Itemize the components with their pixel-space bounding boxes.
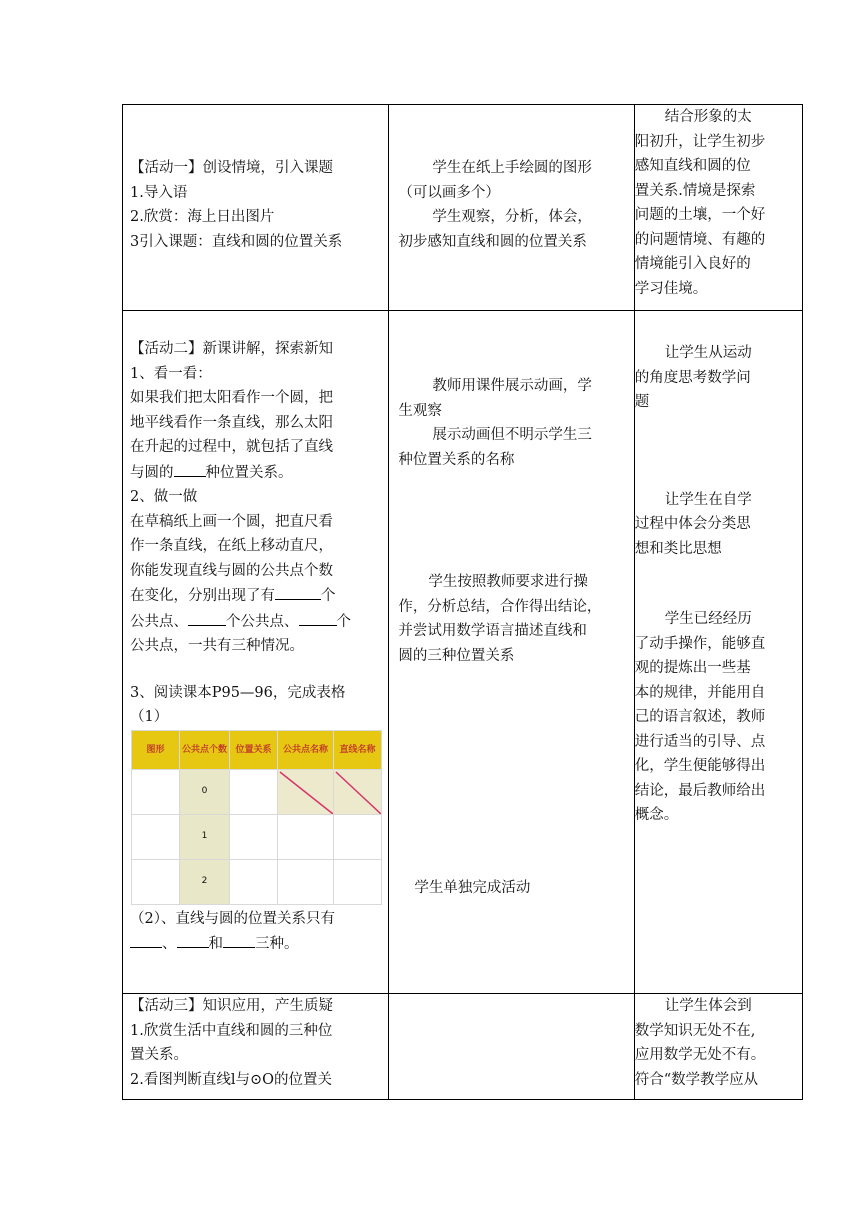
activity-2-row: [123, 311, 803, 994]
body-line: 公共点、 个公共点、 个: [130, 609, 388, 635]
intent-line: 了动手操作，能够直: [634, 635, 766, 652]
lesson-plan-table: [122, 104, 803, 1100]
table-cell: [230, 769, 278, 814]
activity-1-item: 3引入课题：直线和圆的位置关系: [130, 233, 343, 250]
body-line: 如果我们把太阳看作一个圆，把: [130, 390, 333, 406]
activity-1-item: 2.欣赏：海上日出图片: [130, 209, 275, 225]
table-header: 位置关系: [230, 730, 278, 769]
activity-1-item: 1.导入语: [130, 184, 188, 201]
sub-label: （1）: [130, 709, 169, 725]
student-line: 学生按照教师要求进行操: [428, 574, 588, 590]
activity-3-row: [123, 994, 803, 1100]
na-cell: [334, 769, 382, 814]
intent-line: 让学生从运动: [664, 345, 752, 361]
body-line: 作一条直线，在纸上移动直尺，: [130, 538, 333, 554]
activity-3-content: [123, 994, 389, 1100]
body-line: 置关系。: [130, 1047, 188, 1063]
fill-blank: [275, 583, 321, 600]
fill-blank: [177, 931, 209, 948]
student-line: 生观察: [398, 402, 442, 419]
body-line: 与圆的 种位置关系。: [130, 460, 388, 486]
body-line: （2）、直线与圆的位置关系只有: [130, 910, 335, 927]
fill-blank: [188, 609, 226, 626]
activity-3-student: [389, 994, 634, 1100]
student-line: 展示动画但不明示学生三: [432, 427, 592, 443]
intent-line: 问题的土壤，一个好: [634, 207, 766, 223]
activity-2-intent: [634, 311, 802, 994]
student-line: 教师用课件展示动画，学: [432, 378, 592, 394]
table-cell: [278, 859, 334, 904]
student-line: 初步感知直线和圆的位置关系: [398, 233, 587, 250]
table-cell: [334, 814, 382, 859]
section-title: 1、看一看：: [130, 365, 212, 382]
intent-line: 置关系.情境是探索: [634, 182, 756, 199]
table-row: [132, 859, 382, 904]
body-line: 你能发现直线与圆的公共点个数: [130, 562, 333, 579]
activity-1-heading: 【活动一】创设情境，引入课题: [130, 160, 333, 176]
intent-line: 学习佳境。: [634, 280, 708, 297]
intent-line: 的角度思考数学问: [634, 369, 751, 386]
table-header: 直线名称: [334, 730, 382, 769]
intent-line: 阳初升，让学生初步: [634, 133, 766, 150]
fill-blank: [130, 931, 162, 948]
intent-line: 应用数学无处不有。: [634, 1047, 766, 1063]
student-line: 学生观察，分析，体会，: [432, 209, 592, 225]
activity-2-heading: 【活动二】新课讲解，探索新知: [130, 341, 333, 357]
intent-line: 让学生在自学: [664, 491, 752, 508]
section-title: 2、做一做: [130, 489, 198, 505]
position-relation-table: [131, 730, 382, 905]
table-cell: [132, 769, 180, 814]
fill-blank: [299, 609, 337, 626]
activity-1-content: [123, 105, 389, 311]
intent-line: 进行适当的引导、点: [634, 733, 766, 750]
body-line: 在变化，分别出现了有 个: [130, 583, 388, 609]
table-cell: [334, 859, 382, 904]
count-cell: 0: [180, 769, 230, 814]
table-header: 公共点个数: [180, 730, 230, 769]
body-line: 1.欣赏生活中直线和圆的三种位: [130, 1022, 333, 1039]
student-line: 圆的三种位置关系: [398, 647, 515, 664]
count-cell: 2: [180, 859, 230, 904]
activity-2-content: [123, 311, 389, 994]
body-line: 、 和 三种。: [130, 931, 388, 957]
table-header: 公共点名称: [278, 730, 334, 769]
table-cell: [278, 814, 334, 859]
student-line: 学生单独完成活动: [414, 880, 531, 896]
count-cell: 1: [180, 814, 230, 859]
student-line: （可以画多个）: [398, 184, 500, 201]
table-cell: [230, 814, 278, 859]
intent-line: 数学知识无处不在,: [634, 1022, 756, 1039]
activity-1-intent: [634, 105, 802, 311]
activity-1-student: [389, 105, 634, 311]
intent-line: 结论，最后教师给出: [634, 782, 766, 799]
activity-3-intent: [634, 994, 802, 1100]
body-line: 2.看图判断直线l与⊙O的位置关: [130, 1071, 333, 1088]
na-cell: [278, 769, 334, 814]
fill-blank: [223, 931, 255, 948]
table-row: [132, 769, 382, 814]
body-line: 在草稿纸上画一个圆，把直尺看: [130, 513, 333, 530]
intent-line: 的问题情境、有趣的: [634, 231, 766, 248]
student-line: 作，分析总结，合作得出结论，: [398, 598, 602, 615]
intent-line: 符合“数学教学应从: [634, 1071, 759, 1088]
activity-2-student: [389, 311, 634, 994]
table-header-row: [132, 730, 382, 769]
intent-line: 题: [634, 394, 650, 410]
intent-line: 本的规律，并能用自: [634, 684, 766, 701]
intent-line: 情境能引入良好的: [634, 256, 751, 272]
table-cell: [132, 814, 180, 859]
intent-line: 己的语言叙述，教师: [634, 709, 766, 725]
intent-line: 学生已经经历: [664, 611, 752, 627]
table-cell: [132, 859, 180, 904]
student-line: 种位置关系的名称: [398, 451, 515, 468]
intent-line: 结合形象的太: [664, 109, 752, 125]
intent-line: 化，学生便能够得出: [634, 758, 766, 774]
intent-line: 观的提炼出一些基: [634, 660, 751, 676]
intent-line: 感知直线和圆的位: [634, 158, 751, 174]
activity-3-heading: 【活动三】知识应用，产生质疑: [130, 998, 333, 1014]
intent-line: 让学生体会到: [664, 998, 752, 1014]
table-row: [132, 814, 382, 859]
activity-1-row: [123, 105, 803, 311]
intent-line: 概念。: [634, 807, 679, 823]
intent-line: 过程中体会分类思: [634, 516, 751, 532]
fill-blank: [174, 460, 206, 477]
intent-line: 想和类比思想: [634, 540, 722, 557]
student-line: 学生在纸上手绘圆的图形: [432, 160, 592, 176]
table-header: 图形: [132, 730, 180, 769]
section-title: 3、阅读课本P95—96，完成表格: [130, 684, 346, 701]
body-line: 公共点，一共有三种情况。: [130, 638, 304, 654]
body-line: 地平线看作一条直线，那么太阳: [130, 414, 333, 431]
student-line: 并尝试用数学语言描述直线和: [398, 623, 587, 639]
body-line: 在升起的过程中，就包括了直线: [130, 439, 333, 455]
table-cell: [230, 859, 278, 904]
